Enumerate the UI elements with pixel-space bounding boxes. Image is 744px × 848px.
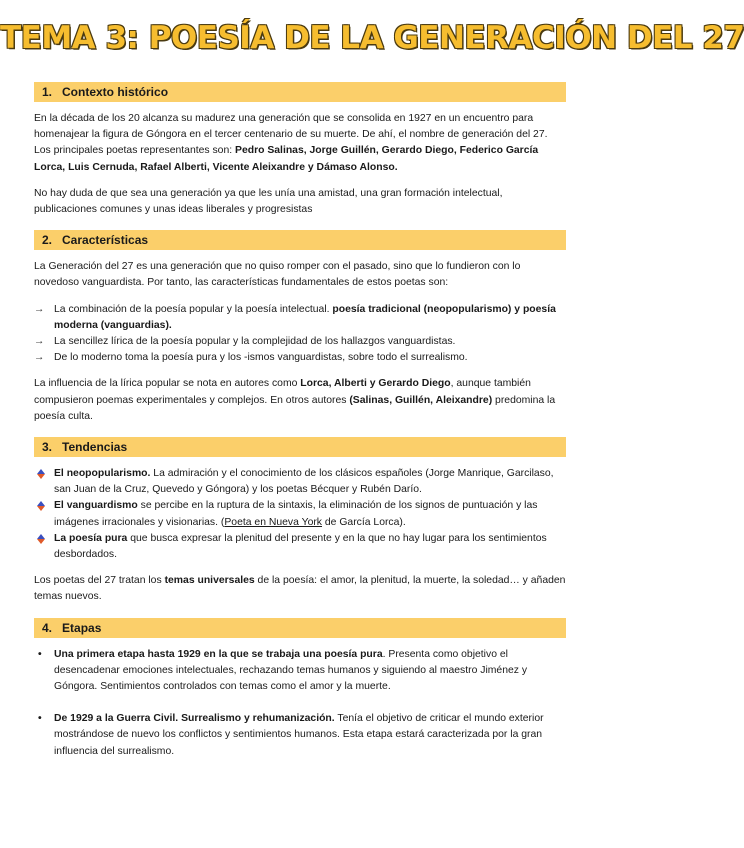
paragraph: La Generación del 27 es una generación que no quiso romper con el pasado, sino que lo fundieron con lo novedoso vanguardista. Por tanto, las características fundamentales de estos poetas son: <box>34 261 521 289</box>
paragraph <box>34 111 566 176</box>
list-item <box>34 647 566 696</box>
emphasis: La poesía pura <box>54 532 128 544</box>
bullet-icon: • <box>38 713 42 725</box>
text: de la poesía: el amor, la plenitud, la muerte, la soledad… y añaden temas nuevos. <box>34 575 566 603</box>
list-item <box>34 302 566 334</box>
section-heading <box>34 82 566 102</box>
section-number: 1. <box>42 85 53 99</box>
text: se percibe en la ruptura de la sintaxis, la eliminación de los signos de puntuación y las imágenes irracionales y visionarias. ( <box>54 500 538 528</box>
section-title: Etapas <box>62 620 102 635</box>
arrow-icon: → <box>34 352 45 364</box>
diamond-bullet-icon <box>36 534 46 544</box>
emphasis: Una primera etapa hasta 1929 en la que se trabaja una poesía pura <box>54 648 383 660</box>
text: La influencia de la lírica popular se nota en autores como <box>34 378 301 390</box>
section-number: 2. <box>42 233 53 248</box>
section-heading <box>34 230 566 250</box>
emphasis: El vanguardismo <box>54 500 138 512</box>
text: En la década de los 20 alcanza su madurez una generación que se consolida en 1927 en un encuentro para homenajear la figura de Góngora en el tercer centenario de su muerte. De ahí, el nombre de generación del 27. Los principales poetas representantes son: <box>34 113 548 157</box>
section-number: 3. <box>42 440 53 455</box>
stages-list <box>34 647 566 760</box>
emphasis: temas universales <box>164 575 255 587</box>
list-item <box>34 466 566 498</box>
list-item <box>34 531 566 563</box>
paragraph <box>34 376 566 425</box>
text: La sencillez lírica de la poesía popular y la complejidad de los hallazgos vanguardistas. <box>54 336 456 348</box>
emphasis: El neopopularismo. <box>54 468 151 480</box>
list-item <box>34 350 566 366</box>
list-item <box>34 498 566 530</box>
emphasis: poesía tradicional (neopopularismo) y poesía moderna (vanguardias). <box>54 303 556 331</box>
list-item <box>34 711 566 760</box>
poets-list: Pedro Salinas, Jorge Guillén, Gerardo Diego, Federico García Lorca, Luis Cernuda, Rafael Alberti, Vicente Aleixandre y Dámaso Alonso. <box>34 145 539 173</box>
section-title: Características <box>62 233 149 248</box>
document-body <box>34 82 566 776</box>
arrow-icon: → <box>34 336 45 348</box>
text: La admiración y el conocimiento de los clásicos españoles (Jorge Manrique, Garcilaso, san Juan de la Cruz, Quevedo y Góngora) y los poetas Bécquer y Rubén Darío. <box>54 468 554 496</box>
text: predomina la poesía culta. <box>34 394 556 422</box>
section-heading <box>34 618 566 638</box>
text: Los poetas del 27 tratan los <box>34 575 165 587</box>
section-tendencias <box>34 437 566 606</box>
diamond-bullet-icon <box>36 469 46 479</box>
emphasis: De 1929 a la Guerra Civil. Surrealismo y rehumanización. <box>54 713 335 725</box>
diamond-bullet-icon <box>36 501 46 511</box>
text: , aunque también compusieron poemas experimentales y complejos. En otros autores <box>34 378 531 406</box>
text: que busca expresar la plenitud del presente y en la que no hay lugar para los sentimientos desbordados. <box>54 532 547 561</box>
section-number: 4. <box>42 620 53 635</box>
section-title: Contexto histórico <box>62 85 169 99</box>
bullet-icon: • <box>38 648 42 660</box>
text: De lo moderno toma la poesía pura y los -ismos vanguardistas, sobre todo el surrealismo. <box>54 352 468 364</box>
characteristics-list <box>34 302 566 367</box>
paragraph <box>34 573 566 605</box>
list-item <box>34 334 566 350</box>
section-contexto <box>34 82 566 218</box>
section-etapas <box>34 618 566 760</box>
text: La combinación de la poesía popular y la poesía intelectual. <box>54 303 333 315</box>
work-title: Poeta en Nueva York <box>224 516 323 528</box>
section-title: Tendencias <box>62 440 128 455</box>
text: Tenía el objetivo de criticar el mundo exterior mostrándose de nuevo los conflictos y sentimientos humanos. Esta etapa estará caracterizada por la gran influencia del surrealismo. <box>54 713 544 757</box>
page-title: TEMA 3: POESÍA DE LA GENERACIÓN DEL 27 <box>0 20 744 56</box>
arrow-icon: → <box>34 303 45 315</box>
text: . Presenta como objetivo el desencadenar emociones intelectuales, rechazando temas humanos y siguiendo al maestro Jiménez y Góngora. Sentimientos controlados con temas como el amor y la muerte. <box>54 648 528 693</box>
emphasis: Lorca, Alberti y Gerardo Diego <box>300 378 451 390</box>
section-heading <box>34 437 566 457</box>
text: de García Lorca). <box>322 516 406 528</box>
emphasis: (Salinas, Guillén, Aleixandre) <box>349 394 493 406</box>
section-caracteristicas <box>34 230 566 425</box>
tendencies-list <box>34 466 566 563</box>
paragraph: No hay duda de que sea una generación ya que les unía una amistad, una gran formación intelectual, publicaciones comunes y unas ideas liberales y progresistas <box>34 187 503 216</box>
